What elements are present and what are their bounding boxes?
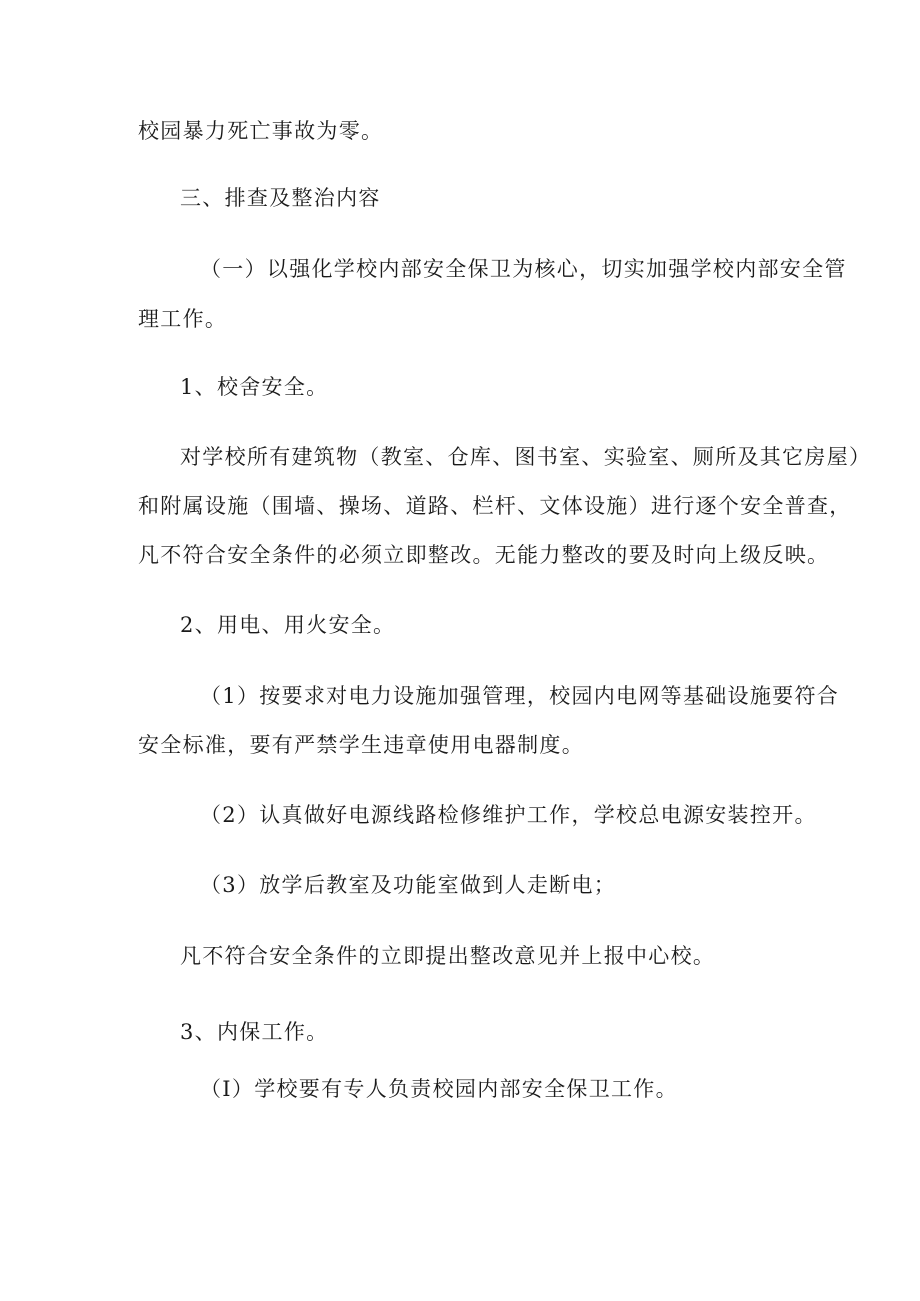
paragraph-line: （2）认真做好电源线路检修维护工作，学校总电源安装控开。 bbox=[200, 803, 817, 827]
paragraph-line: 校园暴力死亡事故为零。 bbox=[138, 119, 384, 143]
paragraph-line: 和附属设施（围墙、操场、道路、栏杆、文体设施）进行逐个安全普查， bbox=[138, 494, 852, 518]
paragraph-line: （I）学校要有专人负责校园内部安全保卫工作。 bbox=[200, 1077, 678, 1101]
paragraph-line: （1）按要求对电力设施加强管理，校园内电网等基础设施要符合 bbox=[200, 684, 840, 708]
item-heading: 2、用电、用火安全。 bbox=[180, 613, 396, 637]
subsection-heading: （一）以强化学校内部安全保卫为核心，切实加强学校内部安全管 bbox=[200, 257, 847, 281]
item-heading: 3、内保工作。 bbox=[180, 1020, 329, 1044]
item-heading: 1、校舍安全。 bbox=[180, 375, 329, 399]
section-heading: 三、排查及整治内容 bbox=[180, 186, 381, 210]
paragraph-line: 安全标准，要有严禁学生违章使用电器制度。 bbox=[138, 733, 584, 757]
paragraph-line: 凡不符合安全条件的必须立即整改。无能力整改的要及时向上级反映。 bbox=[138, 543, 830, 567]
paragraph-line: （3）放学后教室及功能室做到人走断电； bbox=[200, 873, 617, 897]
paragraph-line: 理工作。 bbox=[138, 307, 228, 331]
paragraph-line: 凡不符合安全条件的立即提出整改意见并上报中心校。 bbox=[180, 944, 716, 968]
paragraph-line: 对学校所有建筑物（教室、仓库、图书室、实验室、厕所及其它房屋） bbox=[180, 445, 872, 469]
